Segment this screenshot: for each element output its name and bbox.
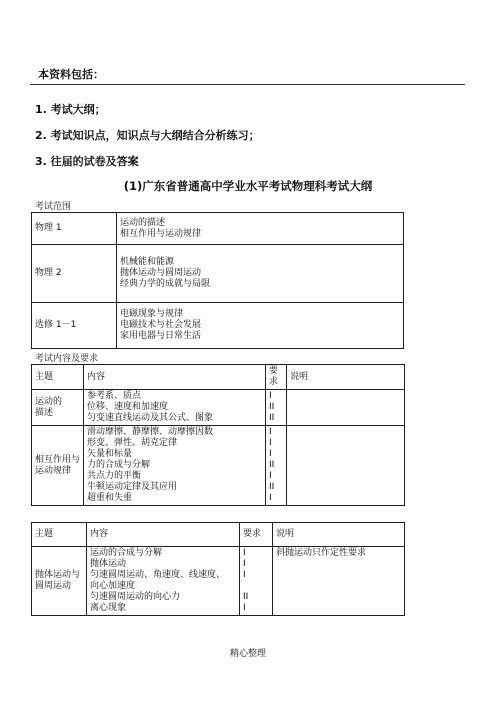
list-item: 3. 往届的试卷及答案 xyxy=(35,155,139,168)
table-header-row xyxy=(32,523,405,547)
table-header-row xyxy=(32,365,405,390)
list-item: 1. 考试大纲； xyxy=(35,103,106,116)
table-row xyxy=(32,245,404,303)
scope-content: 运动的描述 相互作用与运动规律 xyxy=(117,213,404,245)
footer-text: 精心整理 xyxy=(229,649,266,659)
content-cell: 参考系、质点 位移、速度和加速度 匀变速直线运动及其公式、图象 xyxy=(84,390,266,426)
header-requirement: 要求 xyxy=(266,365,287,390)
scope-caption: 考试范围 xyxy=(35,202,72,212)
table-row xyxy=(32,390,405,426)
divider xyxy=(30,84,465,85)
header-requirement: 要求 xyxy=(240,523,273,547)
topic-cell: 运动的 描述 xyxy=(32,390,84,426)
intro-heading: 本资料包括： xyxy=(38,68,104,81)
note-cell xyxy=(287,426,405,506)
table-row xyxy=(32,303,404,349)
content-cell: 滑动摩擦、静摩擦、动摩擦因数 形变、弹性、胡克定律 矢量和标量 力的合成与分解 共点力的平衡 牛顿运动定律及其应用 超重和失重 xyxy=(84,426,266,506)
header-content: 内容 xyxy=(84,365,266,390)
header-topic: 主题 xyxy=(32,523,87,547)
level-cell: I I I II I II I xyxy=(266,426,287,506)
scope-content: 机械能和能源 抛体运动与圆周运动 经典力学的成就与局限 xyxy=(117,245,404,303)
requirements-table-2 xyxy=(31,522,405,616)
table-row xyxy=(32,547,405,616)
header-content: 内容 xyxy=(87,523,240,547)
note-cell xyxy=(287,390,405,426)
note-cell: 斜抛运动只作定性要求 xyxy=(273,547,405,616)
table-row xyxy=(32,426,405,506)
scope-subject: 物理 1 xyxy=(32,213,117,245)
scope-table xyxy=(31,212,404,349)
content-cell: 运动的合成与分解 抛体运动 匀速圆周运动、角速度、线速度、 向心加速度 匀速圆周运动的向心力 离心现象 xyxy=(87,547,240,616)
level-cell: I I I II I xyxy=(240,547,273,616)
table-row xyxy=(32,213,404,245)
requirements-table xyxy=(31,364,405,506)
list-item: 2. 考试知识点，知识点与大纲结合分析练习； xyxy=(35,129,260,142)
scope-subject: 物理 2 xyxy=(32,245,117,303)
scope-subject: 选修 1－1 xyxy=(32,303,117,349)
level-cell: I II II xyxy=(266,390,287,426)
topic-cell: 相互作用与 运动规律 xyxy=(32,426,84,506)
scope-content: 电磁现象与规律 电磁技术与社会发展 家用电器与日常生活 xyxy=(117,303,404,349)
header-note: 说明 xyxy=(287,365,405,390)
topic-cell: 抛体运动与 圆周运动 xyxy=(32,547,87,616)
requirements-caption: 考试内容及要求 xyxy=(35,354,99,364)
header-note: 说明 xyxy=(273,523,405,547)
doc-title: (1)广东省普通高中学业水平考试物理科考试大纲 xyxy=(123,179,373,193)
header-topic: 主题 xyxy=(32,365,84,390)
